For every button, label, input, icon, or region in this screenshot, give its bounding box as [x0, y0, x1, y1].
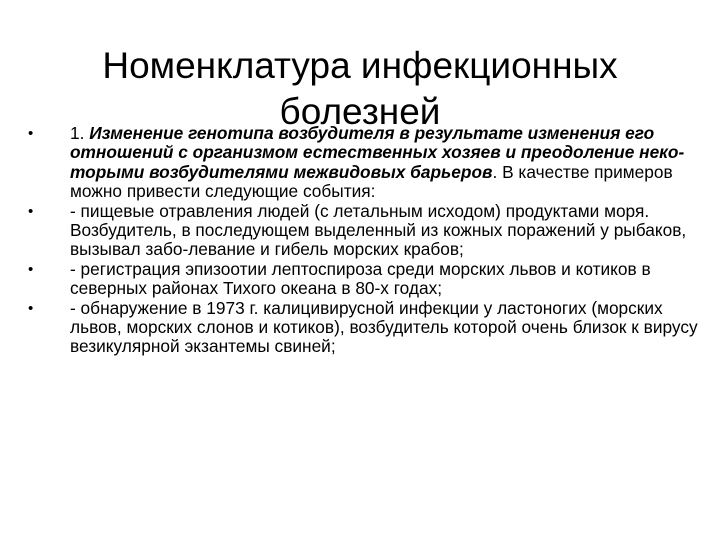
- slide-title: [40, 43, 680, 135]
- bullet-marker: •: [28, 125, 34, 142]
- bullet-marker: •: [28, 260, 34, 278]
- bullet-marker: •: [28, 202, 34, 220]
- bullet-marker: •: [28, 299, 34, 317]
- bullet-text: - регистрация эпизоотии лептоспироза среди морских львов и котиков в северных районах Тихого океана в 80-х годах;: [70, 258, 651, 299]
- bullet-text: . В качестве примеров можно привести следующие события:: [70, 161, 673, 202]
- slide-title-line-1: Номенклатура инфекционных: [102, 44, 618, 86]
- bullet-emphasis-text: Изменение генотипа возбудителя в результате изменения его отношений с организмом естественных хозяев и преодоление неко-торыми возбудителями межвидовых барьеров: [70, 123, 685, 182]
- slide-title-line-2: болезней: [279, 90, 441, 132]
- bullet-text: - пищевые отравления людей (с летальным исходом) продуктами моря. Возбудитель, в последующем выделенный из кожных поражений у рыбаков, вызывал забо-левание и гибель морских крабов;: [70, 200, 687, 260]
- bullet-item: [28, 299, 698, 357]
- bullet-list: [28, 124, 698, 357]
- bullet-item: [28, 260, 698, 299]
- bullet-item: [28, 202, 698, 260]
- bullet-text: - обнаружение в 1973 г. калицивирусной инфекции у ластоногих (морских львов, морских слонов и котиков), возбудитель которой очень близок к вирусу везикулярной экзантемы свиней;: [70, 297, 698, 357]
- bullet-prefix: 1.: [70, 123, 90, 143]
- bullet-item: [28, 124, 698, 202]
